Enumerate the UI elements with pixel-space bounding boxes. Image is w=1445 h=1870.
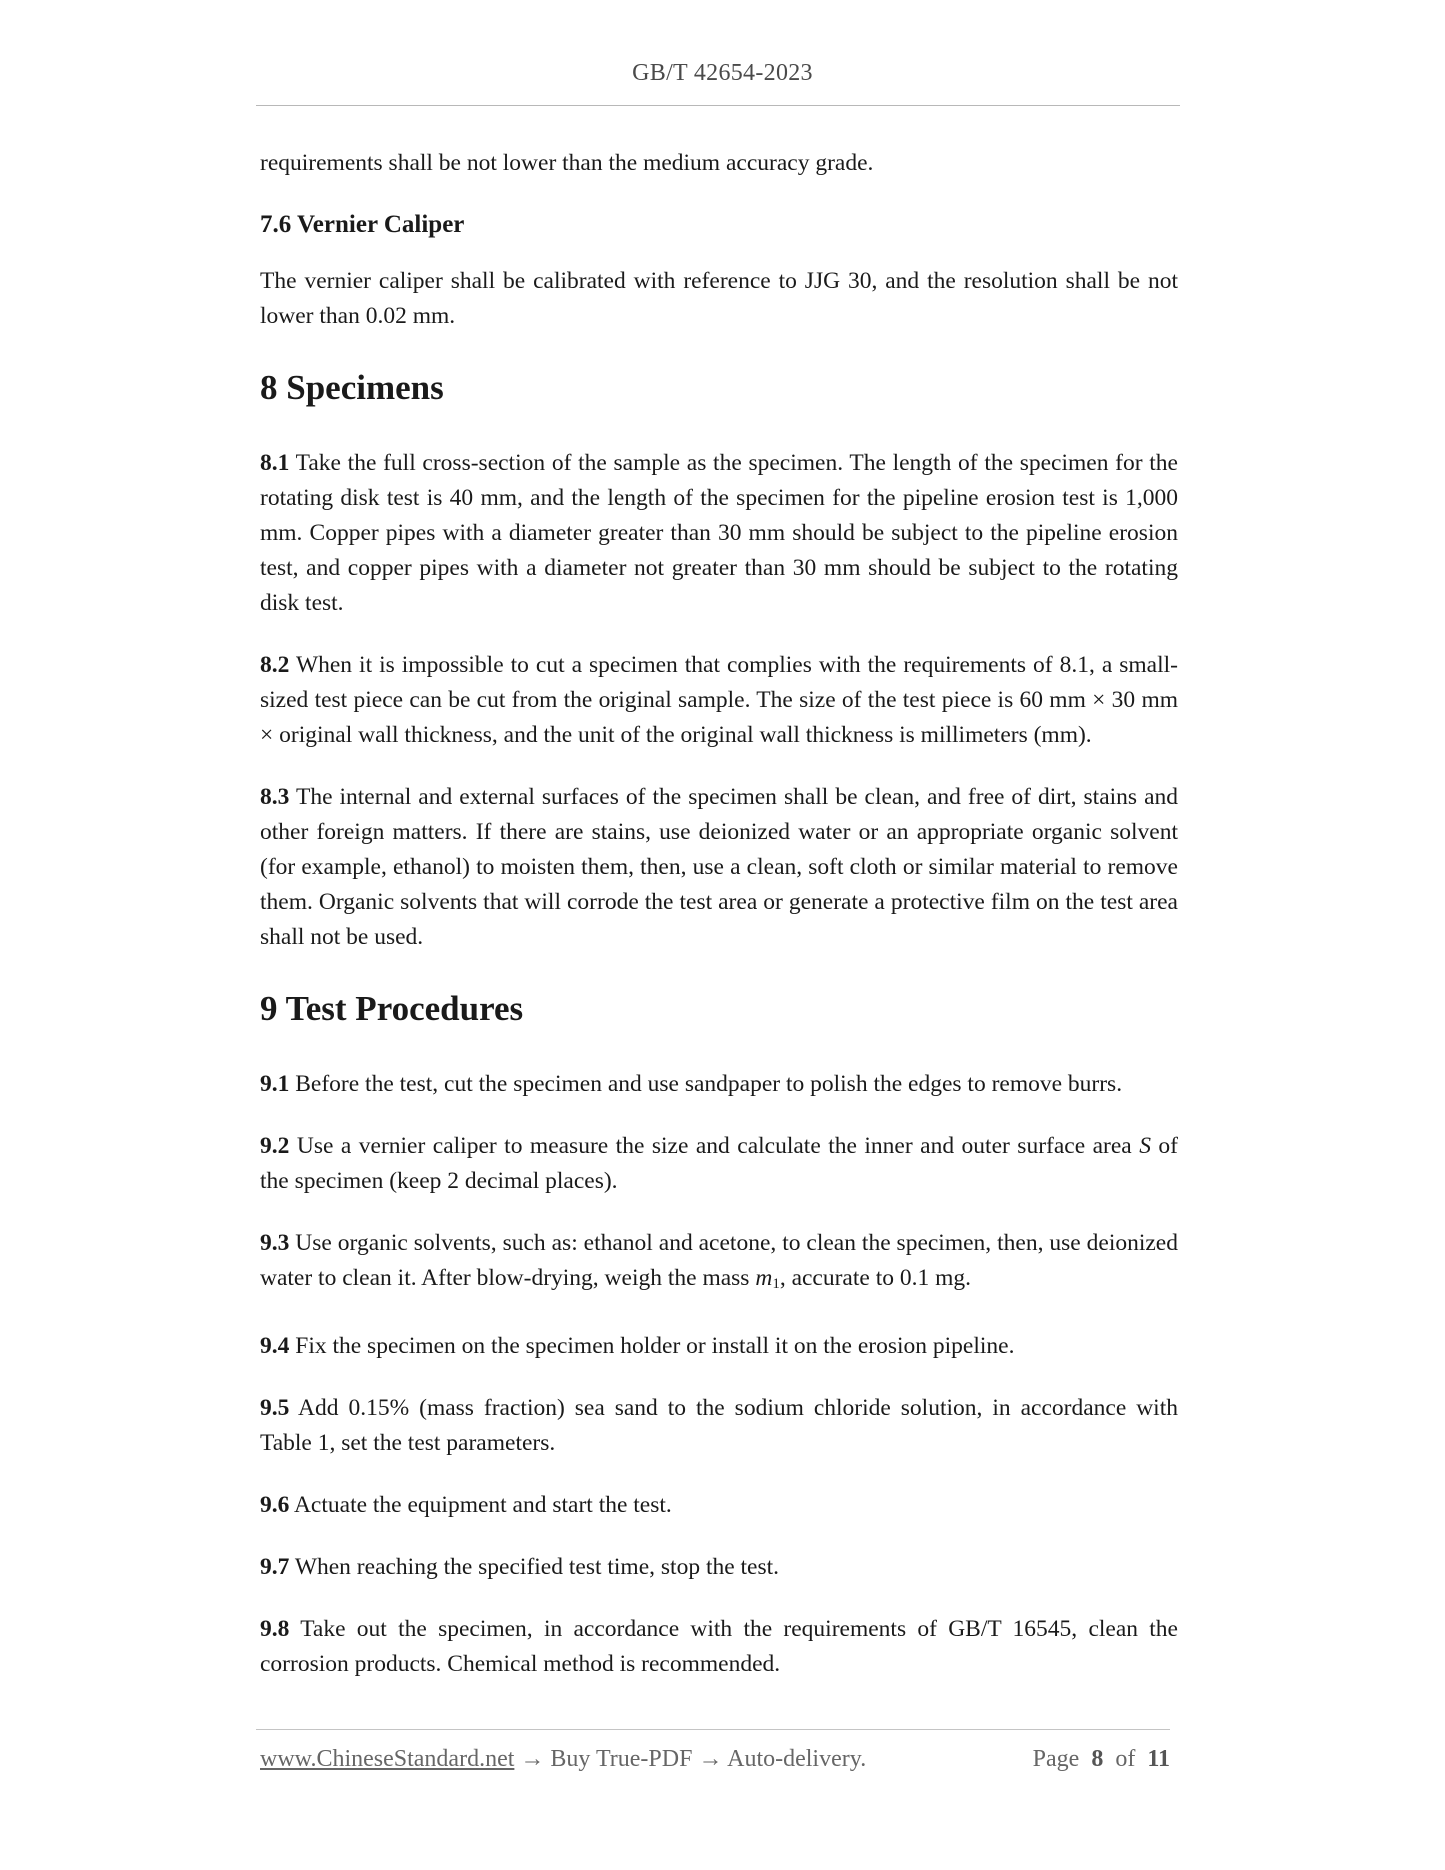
footer-promo-text: → Buy True-PDF → Auto-delivery.	[514, 1746, 867, 1772]
clause-number: 8.2	[260, 652, 290, 678]
clause-text: Before the test, cut the specimen and use sandpaper to polish the edges to remove burrs.	[289, 1071, 1123, 1097]
clause-number: 9.6	[260, 1492, 290, 1518]
clause-number: 9.2	[260, 1133, 290, 1159]
page-total: 11	[1147, 1746, 1170, 1772]
page-body	[260, 146, 1178, 1709]
clause-text: Add 0.15% (mass fraction) sea sand to the sodium chloride solution, in accordance with Table 1, set the test parameters.	[260, 1395, 1178, 1456]
clause-number: 9.3	[260, 1230, 290, 1256]
website-link[interactable]: www.ChineseStandard.net	[260, 1746, 515, 1772]
clause-text: Take out the specimen, in accordance with the requirements of GB/T 16545, clean the corrosion products. Chemical method is recommended.	[260, 1616, 1178, 1677]
clause-number: 9.5	[260, 1395, 290, 1421]
header-divider	[256, 105, 1180, 106]
footer-divider	[256, 1729, 1170, 1730]
paragraph-9-6	[260, 1488, 1178, 1523]
variable-mass: m	[755, 1265, 773, 1291]
clause-text-cont: , accurate to 0.1 mg.	[779, 1265, 972, 1291]
clause-text: Actuate the equipment and start the test.	[289, 1492, 672, 1518]
paragraph-9-3	[260, 1226, 1178, 1302]
paragraph-intro: requirements shall be not lower than the medium accuracy grade.	[260, 150, 874, 176]
paragraph-9-5	[260, 1391, 1178, 1461]
page-label: Page	[1032, 1746, 1080, 1772]
clause-number: 9.7	[260, 1554, 290, 1580]
clause-number: 8.1	[260, 450, 290, 476]
clause-text-cont: of the specimen (keep 2 decimal places).	[260, 1133, 1178, 1194]
variable-subscript: 1	[772, 1276, 780, 1292]
paragraph-9-7	[260, 1550, 1178, 1585]
clause-text: Use a vernier caliper to measure the size and calculate the inner and outer surface area	[289, 1133, 1140, 1159]
paragraph-9-2	[260, 1129, 1178, 1199]
paragraph-9-1	[260, 1067, 1178, 1102]
paragraph-9-4	[260, 1329, 1178, 1364]
page-of: of	[1115, 1746, 1136, 1772]
clause-text: When reaching the specified test time, stop the test.	[289, 1554, 780, 1580]
paragraph-7-6: The vernier caliper shall be calibrated with reference to JJG 30, and the resolution shall be not lower than 0.02 mm.	[260, 268, 1178, 329]
clause-text: Take the full cross-section of the sample as the specimen. The length of the specimen for the rotating disk test is 40 mm, and the length of the specimen for the pipeline erosion test is 1,000 mm. Copper pipes with a diameter greater than 30 mm should be subject to the pipeline erosion test, and copper pipes with a diameter not greater than 30 mm should be subject to the rotating disk test.	[260, 450, 1178, 616]
header-doc-code: GB/T 42654-2023	[632, 60, 813, 86]
page-number	[1033, 1746, 1170, 1773]
heading-section-9: 9 Test Procedures	[260, 989, 524, 1028]
paragraph-8-2	[260, 648, 1178, 753]
paragraph-9-8	[260, 1612, 1178, 1682]
paragraph-8-1	[260, 446, 1178, 621]
page-current: 8	[1091, 1746, 1104, 1772]
heading-7-6: 7.6 Vernier Caliper	[260, 211, 465, 238]
clause-number: 9.4	[260, 1333, 290, 1359]
clause-text: When it is impossible to cut a specimen that complies with the requirements of 8.1, a small-sized test piece can be cut from the original sample. The size of the test piece is 60 mm × 30 mm × original wall thickness, and the unit of the original wall thickness is millimeters (mm).	[260, 652, 1178, 748]
footer-promo	[260, 1746, 866, 1773]
paragraph-8-3	[260, 780, 1178, 955]
variable-area: S	[1139, 1133, 1151, 1159]
clause-text: The internal and external surfaces of the specimen shall be clean, and free of dirt, stains and other foreign matters. If there are stains, use deionized water or an appropriate organic solvent (for example, ethanol) to moisten them, then, use a clean, soft cloth or similar material to remove them. Organic solvents that will corrode the test area or generate a protective film on the test area shall not be used.	[260, 784, 1178, 950]
clause-number: 8.3	[260, 784, 290, 810]
clause-number: 9.1	[260, 1071, 290, 1097]
clause-text: Use organic solvents, such as: ethanol and acetone, to clean the specimen, then, use deionized water to clean it. After blow-drying, weigh the mass	[260, 1230, 1178, 1291]
heading-section-8: 8 Specimens	[260, 368, 444, 407]
clause-text: Fix the specimen on the specimen holder or install it on the erosion pipeline.	[289, 1333, 1015, 1359]
clause-number: 9.8	[260, 1616, 290, 1642]
